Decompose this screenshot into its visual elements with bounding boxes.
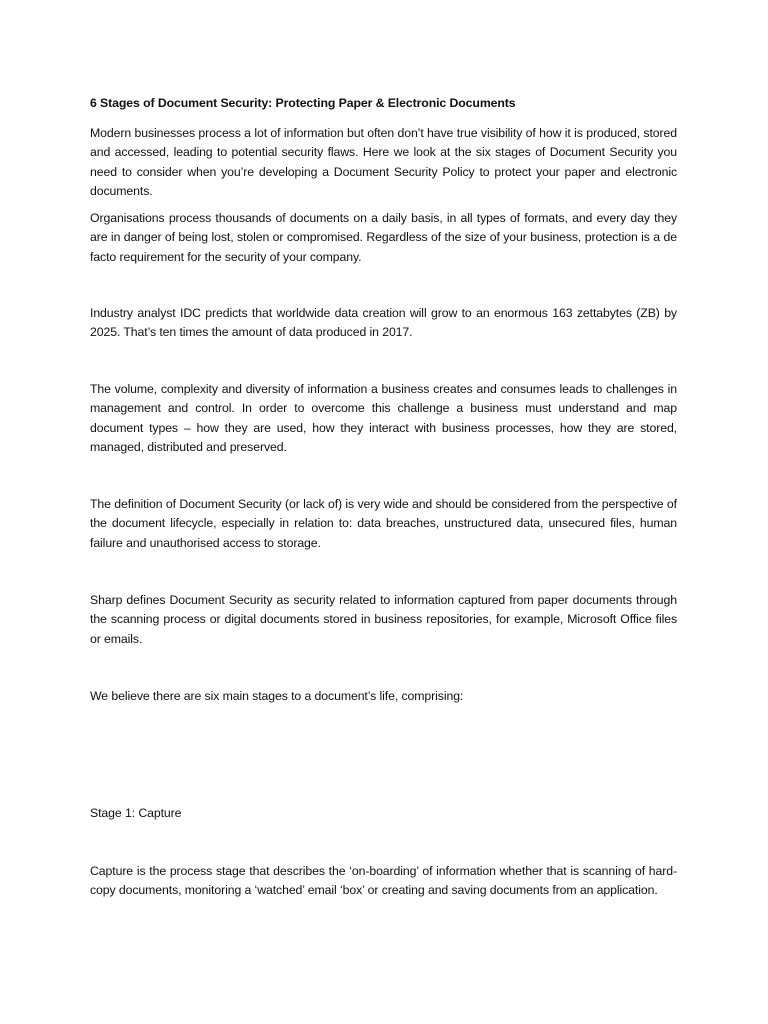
paragraph-sharp: Sharp defines Document Security as security related to information captured from paper documents through the scanning process or digital documents stored in business repositories, for example, Microsoft Office files or emails.	[90, 593, 677, 646]
paragraph-capture: Capture is the process stage that describes the ‘on-boarding’ of information whether that is scanning of hard-copy documents, monitoring a ‘watched’ email ‘box’ or creating and saving documents from an application.	[90, 864, 677, 898]
paragraph-definition: The definition of Document Security (or lack of) is very wide and should be considered from the perspective of the document lifecycle, especially in relation to: data breaches, unstructured data, unsecured files, human failure and unauthorised access to storage.	[90, 497, 677, 550]
paragraph-stages-intro: We believe there are six main stages to a document’s life, comprising:	[90, 689, 464, 703]
paragraph-organisations: Organisations process thousands of documents on a daily basis, in all types of formats, and every day they are in danger of being lost, stolen or compromised. Regardless of the size of your business, protection is a de facto requirement for the security of your company.	[90, 211, 677, 264]
paragraph-idc: Industry analyst IDC predicts that worldwide data creation will grow to an enormous 163 zettabytes (ZB) by 2025. That’s ten times the amount of data produced in 2017.	[90, 306, 677, 340]
paragraph-intro: Modern businesses process a lot of information but often don’t have true visibility of how it is produced, stored and accessed, leading to potential security flaws. Here we look at the six stages of Document Security you need to consider when you’re developing a Document Security Policy to protect your paper and electronic documents.	[90, 126, 677, 199]
stage-heading: Stage 1: Capture	[90, 806, 182, 820]
document-title: 6 Stages of Document Security: Protecting Paper & Electronic Documents	[90, 96, 516, 110]
paragraph-volume: The volume, complexity and diversity of information a business creates and consumes leads to challenges in management and control. In order to overcome this challenge a business must understand and map document types – how they are used, how they interact with business processes, how they are stored, managed, distributed and preserved.	[90, 382, 677, 455]
